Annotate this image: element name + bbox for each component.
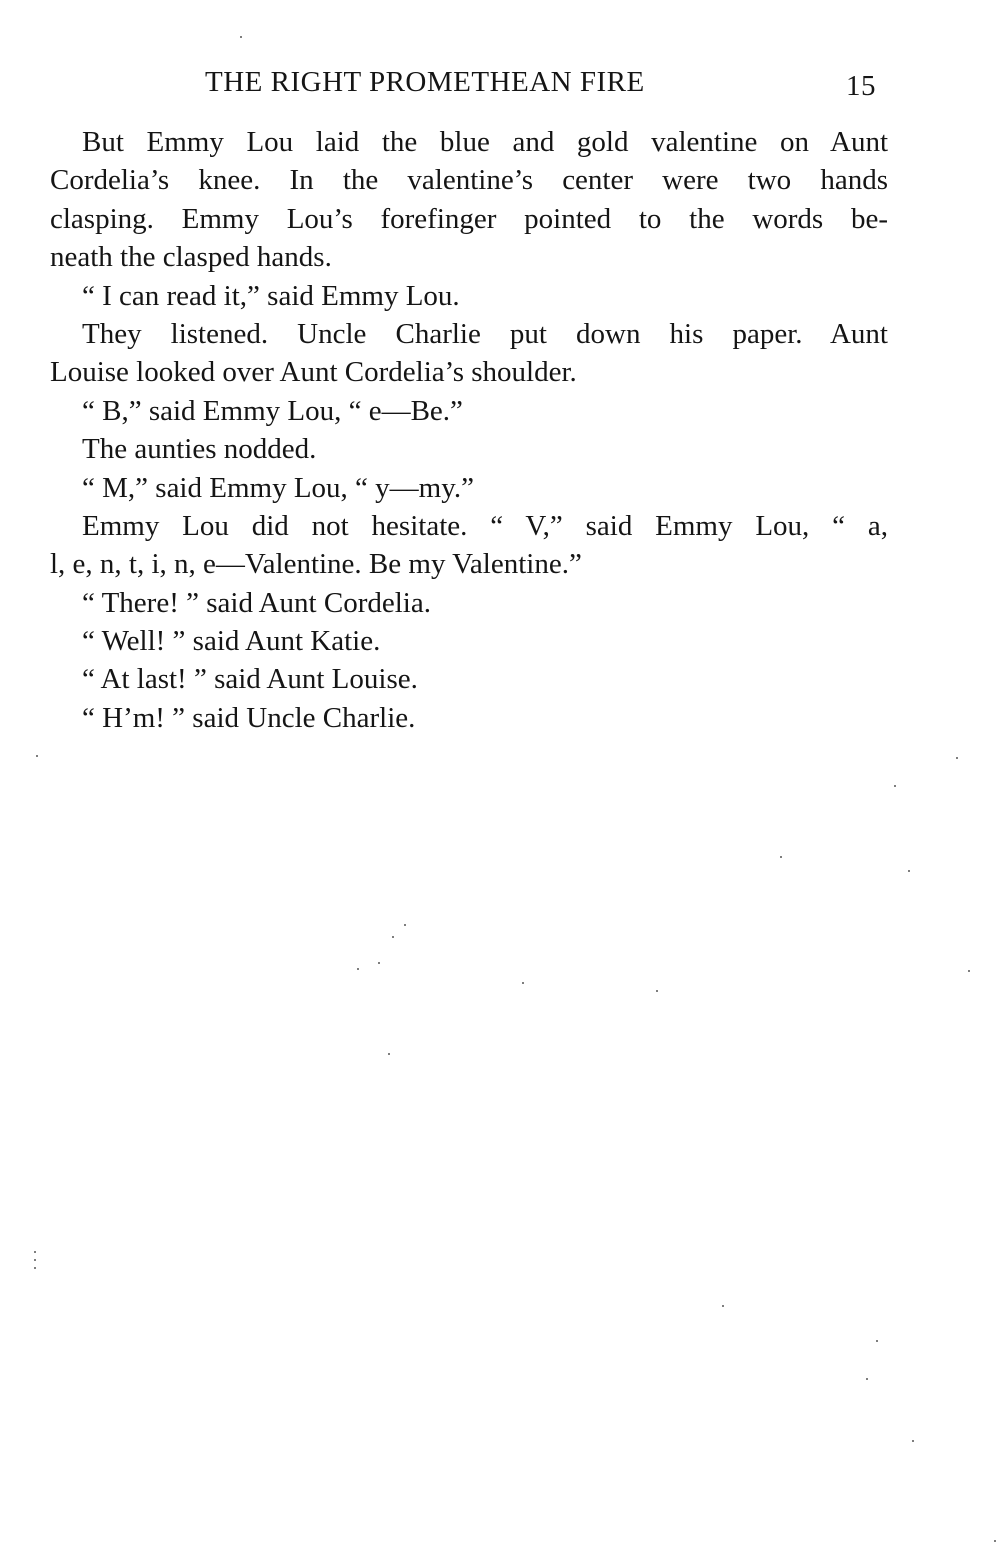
text-line: Cordelia’s knee. In the valentine’s center were two hands	[50, 164, 888, 197]
text-line: “ M,” said Emmy Lou, “ y—my.”	[82, 471, 474, 504]
page-number: 15	[846, 70, 876, 102]
scan-speck	[378, 962, 380, 964]
scan-speck	[656, 990, 658, 992]
scan-speck	[908, 870, 910, 872]
scan-speck	[780, 856, 782, 858]
scan-speck	[240, 36, 242, 38]
scan-speck	[968, 970, 970, 972]
text-line: “ I can read it,” said Emmy Lou.	[82, 279, 460, 312]
text-line: “ Well! ” said Aunt Katie.	[82, 625, 381, 658]
text-line: They listened. Uncle Charlie put down his paper. Aunt	[82, 317, 888, 350]
scan-speck	[894, 785, 896, 787]
scan-speck	[956, 757, 958, 759]
scan-speck	[522, 982, 524, 984]
scan-speck	[34, 1259, 36, 1261]
scan-speck	[392, 936, 394, 938]
scan-speck	[722, 1305, 724, 1307]
running-title: THE RIGHT PROMETHEAN FIRE	[205, 66, 645, 98]
scan-speck	[357, 968, 359, 970]
scan-speck	[866, 1378, 868, 1380]
scan-speck	[994, 1540, 996, 1542]
body-text	[50, 123, 888, 737]
text-line: “ There! ” said Aunt Cordelia.	[82, 586, 431, 619]
scan-speck	[36, 755, 38, 757]
text-line: But Emmy Lou laid the blue and gold valentine on Aunt	[82, 126, 888, 158]
text-line: Emmy Lou did not hesitate. “ V,” said Emmy Lou, “ a,	[82, 509, 888, 542]
scan-speck	[34, 1267, 36, 1269]
running-head	[0, 66, 1000, 106]
scan-speck	[912, 1440, 914, 1442]
text-line: l, e, n, t, i, n, e—Valentine. Be my Valentine.”	[50, 548, 582, 581]
text-line: “ B,” said Emmy Lou, “ e—Be.”	[82, 394, 463, 427]
scan-speck	[388, 1053, 390, 1055]
text-line: “ At last! ” said Aunt Louise.	[82, 663, 418, 696]
text-line: clasping. Emmy Lou’s forefinger pointed to the words be-	[50, 202, 888, 235]
text-line: The aunties nodded.	[82, 433, 317, 466]
text-line: Louise looked over Aunt Cordelia’s shoulder.	[50, 356, 577, 389]
scan-speck	[34, 1251, 36, 1253]
scan-speck	[876, 1340, 878, 1342]
text-line: neath the clasped hands.	[50, 241, 332, 274]
scan-speck	[404, 924, 406, 926]
text-line: “ H’m! ” said Uncle Charlie.	[82, 701, 416, 734]
